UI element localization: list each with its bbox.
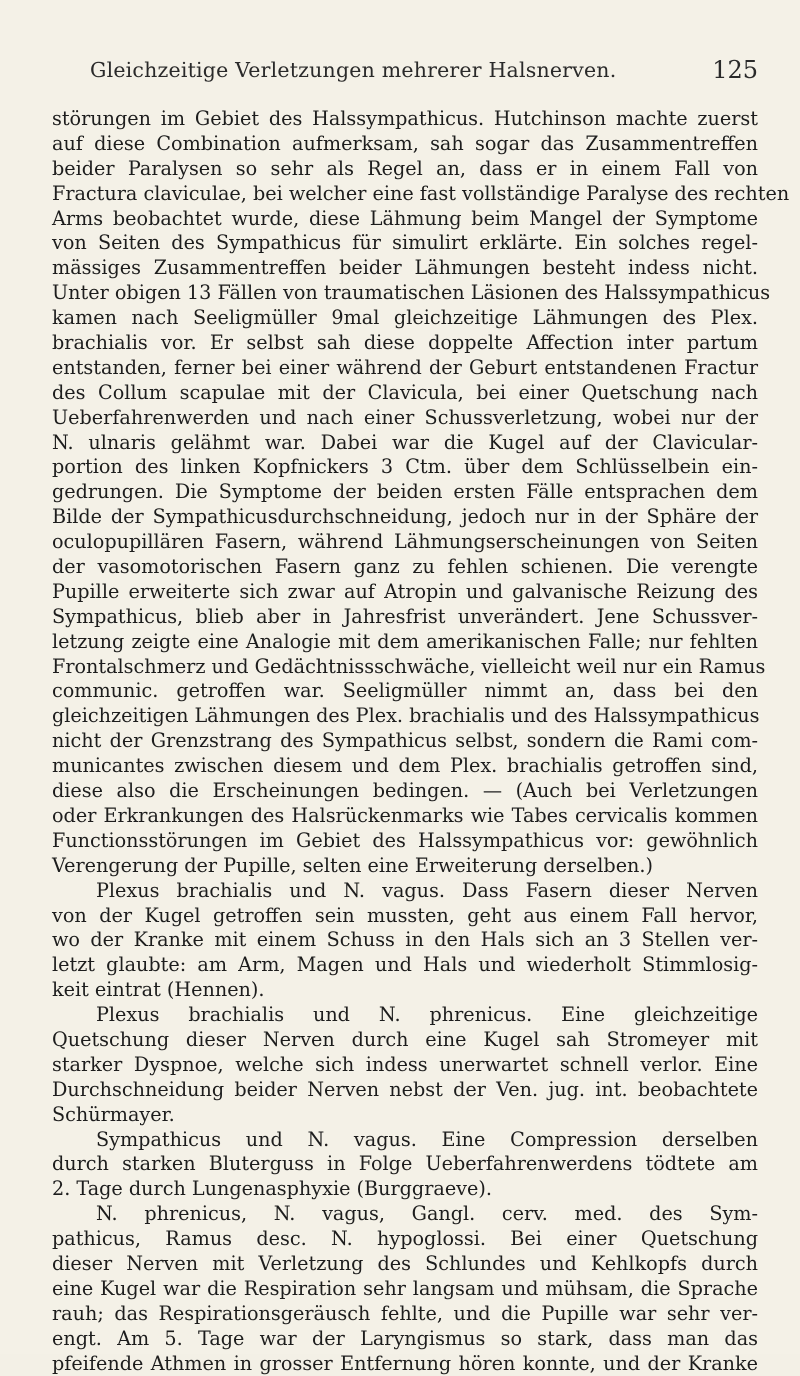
text-line: oculopupillären Fasern, während Lähmungserscheinungen von Seiten bbox=[52, 530, 758, 554]
page-number: 125 bbox=[712, 56, 758, 84]
text-line: Schürmayer. bbox=[52, 1102, 175, 1126]
text-line: engt. Am 5. Tage war der Laryngismus so stark, dass man das bbox=[52, 1326, 758, 1350]
section-heading-line: Sympathicus und N. vagus. Eine Compression derselben bbox=[96, 1127, 758, 1151]
text-line: pfeifende Athmen in grosser Entfernung hören konnte, und der Kranke bbox=[52, 1351, 758, 1375]
text-line: entstanden, ferner bei einer während der Geburt entstandenen Fractur bbox=[52, 355, 758, 379]
text-line: Functionsstörungen im Gebiet des Halssympathicus vor: gewöhnlich bbox=[52, 828, 758, 852]
text-line: 2. Tage durch Lungenasphyxie (Burggraeve). bbox=[52, 1177, 492, 1201]
text-line: rauh; das Respirationsgeräusch fehlte, und die Pupille war sehr ver- bbox=[52, 1301, 758, 1325]
text-line: N. ulnaris gelähmt war. Dabei war die Kugel auf der Clavicular- bbox=[52, 430, 758, 454]
text-line: Frontalschmerz und Gedächtnissschwäche, vielleicht weil nur ein Ramus bbox=[52, 654, 766, 678]
text-line: pathicus, Ramus desc. N. hypoglossi. Bei einer Quetschung bbox=[52, 1227, 758, 1251]
text-line: mässiges Zusammentreffen beider Lähmungen besteht indess nicht. bbox=[52, 256, 758, 280]
text-line: brachialis vor. Er selbst sah diese doppelte Affection inter partum bbox=[52, 331, 758, 355]
text-line: Verengerung der Pupille, selten eine Erweiterung derselben.) bbox=[52, 853, 653, 877]
text-line: gedrungen. Die Symptome der beiden ersten Fälle entsprachen dem bbox=[52, 480, 758, 504]
text-line: oder Erkrankungen des Halsrückenmarks wie Tabes cervicalis kommen bbox=[52, 803, 758, 827]
text-line: portion des linken Kopfnickers 3 Ctm. über dem Schlüsselbein ein- bbox=[52, 455, 758, 479]
text-line: communic. getroffen war. Seeligmüller nimmt an, dass bei den bbox=[52, 679, 758, 703]
text-line: von Seiten des Sympathicus für simulirt erklärte. Ein solches regel- bbox=[52, 231, 758, 255]
running-title: Gleichzeitige Verletzungen mehrerer Halsnerven. bbox=[90, 58, 617, 82]
section-heading-line: Plexus brachialis und N. vagus. Dass Fasern dieser Nerven bbox=[96, 878, 758, 902]
text-line: des Collum scapulae mit der Clavicula, bei einer Quetschung nach bbox=[52, 380, 758, 404]
text-line: dieser Nerven mit Verletzung des Schlundes und Kehlkopfs durch bbox=[52, 1251, 758, 1275]
text-line: letzt glaubte: am Arm, Magen und Hals und wiederholt Stimmlosig- bbox=[52, 953, 758, 977]
text-line: beider Paralysen so sehr als Regel an, dass er in einem Fall von bbox=[52, 156, 758, 180]
text-line: störungen im Gebiet des Halssympathicus. Hutchinson machte zuerst bbox=[52, 107, 758, 130]
text-line: wo der Kranke mit einem Schuss in den Hals sich an 3 Stellen ver- bbox=[52, 928, 758, 952]
text-line: kamen nach Seeligmüller 9mal gleichzeitige Lähmungen des Plex. bbox=[52, 306, 758, 330]
text-line: durch starken Bluterguss in Folge Ueberfahrenwerdens tödtete am bbox=[52, 1152, 758, 1176]
text-line: Pupille erweiterte sich zwar auf Atropin und galvanische Reizung des bbox=[52, 579, 758, 603]
text-line: Bilde der Sympathicusdurchschneidung, jedoch nur in der Sphäre der bbox=[52, 505, 758, 529]
text-line: Unter obigen 13 Fällen von traumatischen Läsionen des Halssympathicus bbox=[52, 281, 771, 305]
text-line: von der Kugel getroffen sein mussten, geht aus einem Fall hervor, bbox=[52, 903, 758, 927]
text-line: der vasomotorischen Fasern ganz zu fehlen schienen. Die verengte bbox=[52, 555, 758, 579]
section-heading-line: Plexus brachialis und N. phrenicus. Eine gleichzeitige bbox=[96, 1003, 758, 1027]
text-line: Arms beobachtet wurde, diese Lähmung beim Mangel der Symptome bbox=[52, 206, 758, 230]
text-line: Fractura claviculae, bei welcher eine fast vollständige Paralyse des rechten bbox=[52, 181, 790, 205]
text-line: Quetschung dieser Nerven durch eine Kugel sah Stromeyer mit bbox=[52, 1027, 758, 1051]
text-line: Ueberfahrenwerden und nach einer Schussverletzung, wobei nur der bbox=[52, 405, 758, 429]
text-line: nicht der Grenzstrang des Sympathicus selbst, sondern die Rami com- bbox=[52, 729, 758, 753]
page-header bbox=[52, 58, 758, 98]
text-line: eine Kugel war die Respiration sehr langsam und mühsam, die Sprache bbox=[52, 1276, 758, 1300]
text-line: gleichzeitigen Lähmungen des Plex. brachialis und des Halssympathicus bbox=[52, 704, 760, 728]
section-heading-line: N. phrenicus, N. vagus, Gangl. cerv. med. des Sym- bbox=[96, 1202, 758, 1226]
text-line: starker Dyspnoe, welche sich indess unerwartet schnell verlor. Eine bbox=[52, 1052, 758, 1076]
text-line: letzung zeigte eine Analogie mit dem amerikanischen Falle; nur fehlten bbox=[52, 629, 758, 653]
text-line: municantes zwischen diesem und dem Plex. brachialis getroffen sind, bbox=[52, 754, 758, 778]
text-line: Sympathicus, blieb aber in Jahresfrist unverändert. Jene Schussver- bbox=[52, 604, 758, 628]
text-line: diese also die Erscheinungen bedingen. — (Auch bei Verletzungen bbox=[52, 779, 758, 803]
text-line: auf diese Combination aufmerksam, sah sogar das Zusammentreffen bbox=[52, 131, 758, 155]
text-line: keit eintrat (Hennen). bbox=[52, 978, 265, 1002]
body-text bbox=[52, 107, 790, 1376]
text-line: Durchschneidung beider Nerven nebst der Ven. jug. int. beobachtete bbox=[52, 1077, 758, 1101]
